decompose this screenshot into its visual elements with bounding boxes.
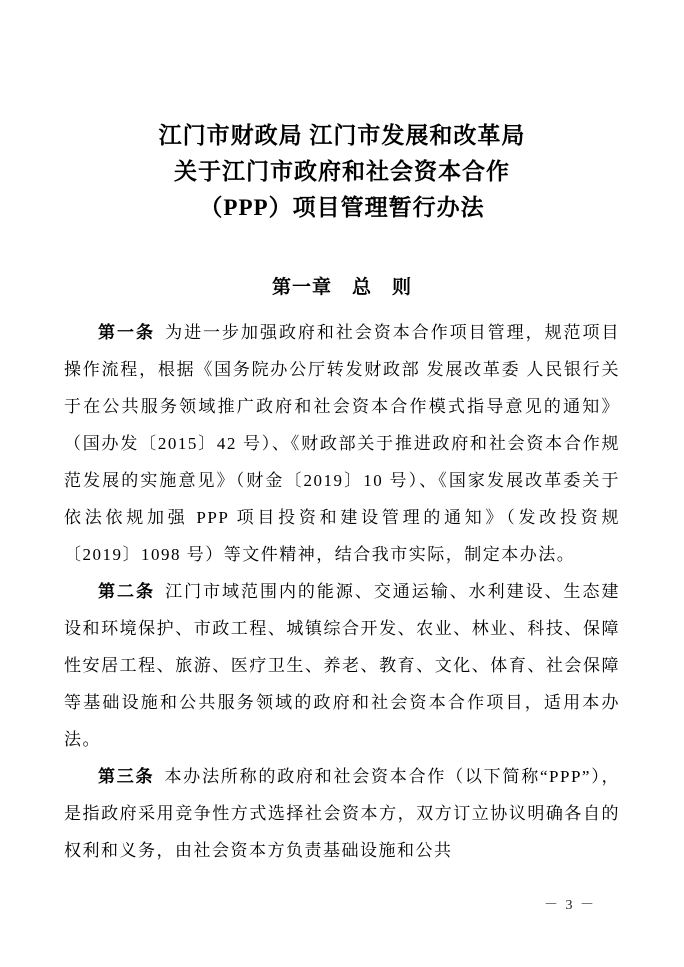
article-1-text: 为进一步加强政府和社会资本合作项目管理，规范项目操作流程，根据《国务院办公厅转发财政部 发展改革委 人民银行关于在公共服务领域推广政府和社会资本合作模式指导意见的通知》（国办发〔2015〕42 号）、《财政部关于推进政府和社会资本合作规范发展的实施意见》（财金〔2019〕10 号）、《国家发展改革委关于依法依规加强 PPP 项目投资和建设管理的通知》（发改投资规〔2019〕1098 号）等文件精神，结合我市实际，制定本办法。 (64, 323, 621, 564)
document-title (64, 0, 620, 226)
title-line-3: （PPP）项目管理暂行办法 (199, 195, 485, 220)
title-line-1: 江门市财政局 江门市发展和改革局 (158, 123, 526, 148)
page-number: － 3 － (544, 898, 596, 913)
article-paragraph-3 (64, 758, 620, 869)
chapter-heading: 第一章 总 则 (271, 277, 412, 298)
article-2-text: 江门市域范围内的能源、交通运输、水利建设、生态建设和环境保护、市政工程、城镇综合开发、农业、林业、科技、保障性安居工程、旅游、医疗卫生、养老、教育、文化、体育、社会保障等基础设施和公共服务领域的政府和社会资本合作项目，适用本办法。 (64, 582, 621, 749)
document-content (64, 0, 620, 869)
title-line-2: 关于江门市政府和社会资本合作 (174, 159, 510, 184)
article-1-label: 第一条 (98, 323, 155, 342)
document-body (64, 314, 620, 869)
article-3-label: 第三条 (98, 767, 155, 786)
article-2-label: 第二条 (98, 582, 155, 601)
article-paragraph-1 (64, 314, 620, 573)
article-3-text: 本办法所称的政府和社会资本合作（以下简称“PPP”），是指政府采用竞争性方式选择社会资本方，双方订立协议明确各自的权利和义务，由社会资本方负责基础设施和公共 (64, 767, 620, 860)
article-paragraph-2 (64, 573, 620, 758)
